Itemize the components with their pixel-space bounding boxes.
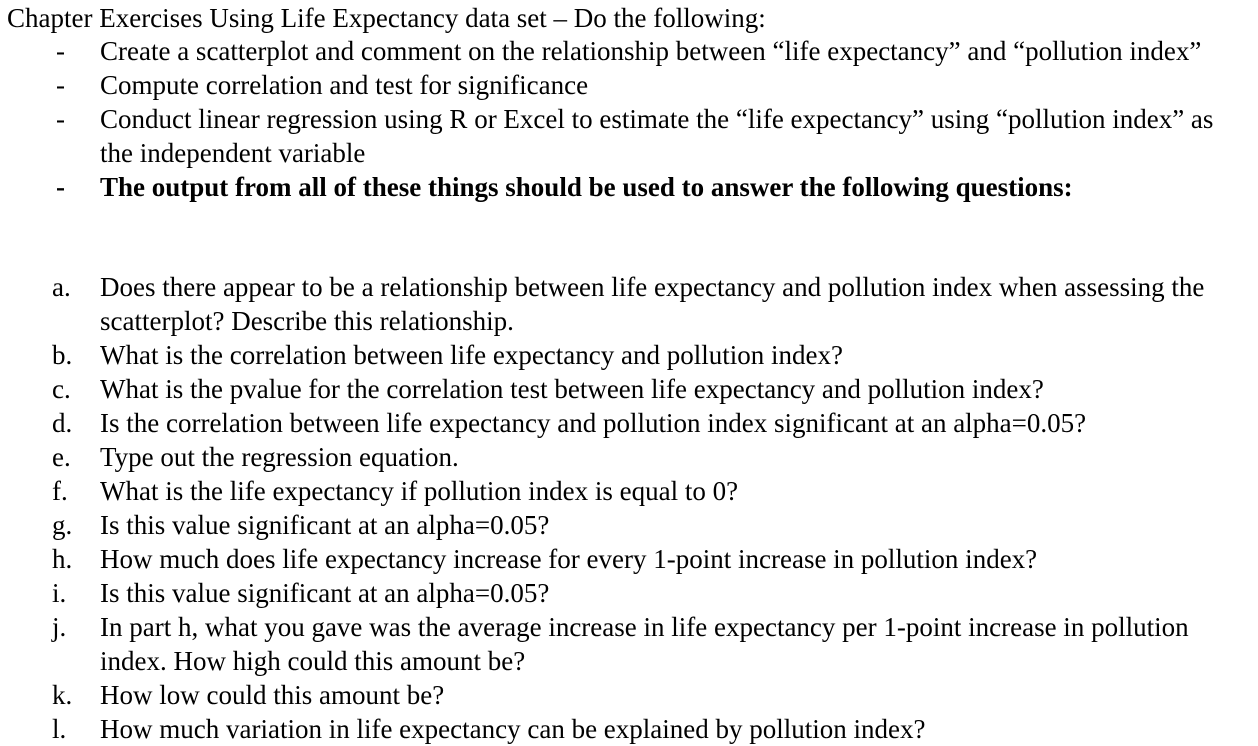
question-letter: e. — [52, 442, 71, 472]
chapter-heading: Chapter Exercises Using Life Expectancy data set – Do the following: — [7, 3, 766, 33]
question-text: Is the correlation between life expectancy and pollution index significant at an alpha=0.05? — [100, 408, 1087, 438]
bullet-dash: - — [56, 104, 65, 134]
bullet-dash: - — [56, 36, 65, 66]
instruction-list — [0, 34, 1258, 204]
question-letter: f. — [52, 476, 68, 506]
bullet-dash: - — [56, 172, 65, 202]
question-item — [0, 576, 1215, 610]
instruction-text: Create a scatterplot and comment on the relationship between “life expectancy” and “pollution index” — [100, 36, 1202, 66]
question-letter: h. — [52, 544, 73, 574]
bullet-dash: - — [56, 70, 65, 100]
question-text: What is the correlation between life expectancy and pollution index? — [100, 340, 843, 370]
question-letter: k. — [52, 680, 73, 710]
question-letter: a. — [52, 272, 71, 302]
question-item — [0, 474, 1215, 508]
question-text: How much does life expectancy increase for every 1-point increase in pollution index? — [100, 544, 1038, 574]
question-letter: d. — [52, 408, 73, 438]
question-text: How much variation in life expectancy can be explained by pollution index? — [100, 714, 926, 744]
question-text: In part h, what you gave was the average increase in life expectancy per 1-point increase in pollution index. How high could this amount be? — [100, 612, 1189, 676]
instruction-text: The output from all of these things should be used to answer the following questions: — [100, 172, 1073, 202]
instruction-item — [0, 34, 1225, 68]
question-item — [0, 712, 1215, 746]
question-text: What is the pvalue for the correlation test between life expectancy and pollution index? — [100, 374, 1044, 404]
question-letter: i. — [52, 578, 67, 608]
instruction-text: Compute correlation and test for significance — [100, 70, 589, 100]
question-item — [0, 406, 1215, 440]
question-letter: g. — [52, 510, 73, 540]
question-list — [0, 270, 1258, 746]
question-item — [0, 338, 1215, 372]
question-text: Is this value significant at an alpha=0.05? — [100, 510, 550, 540]
question-item — [0, 270, 1215, 338]
question-item — [0, 610, 1215, 678]
instruction-text: Conduct linear regression using R or Excel to estimate the “life expectancy” using “pollution index” as the independent variable — [100, 104, 1214, 168]
question-item — [0, 542, 1215, 576]
question-item — [0, 508, 1215, 542]
instruction-item — [0, 102, 1225, 170]
question-letter: b. — [52, 340, 73, 370]
instruction-item — [0, 170, 1225, 204]
question-letter: l. — [52, 714, 67, 744]
question-item — [0, 678, 1215, 712]
question-item — [0, 372, 1215, 406]
question-text: How low could this amount be? — [100, 680, 445, 710]
question-letter: j. — [52, 612, 67, 642]
instruction-item — [0, 68, 1225, 102]
question-text: What is the life expectancy if pollution index is equal to 0? — [100, 476, 739, 506]
question-text: Does there appear to be a relationship between life expectancy and pollution index when assessing the scatterplot? Describe this relationship. — [100, 272, 1205, 336]
question-item — [0, 440, 1215, 474]
question-text: Type out the regression equation. — [100, 442, 459, 472]
question-text: Is this value significant at an alpha=0.05? — [100, 578, 550, 608]
question-letter: c. — [52, 374, 71, 404]
